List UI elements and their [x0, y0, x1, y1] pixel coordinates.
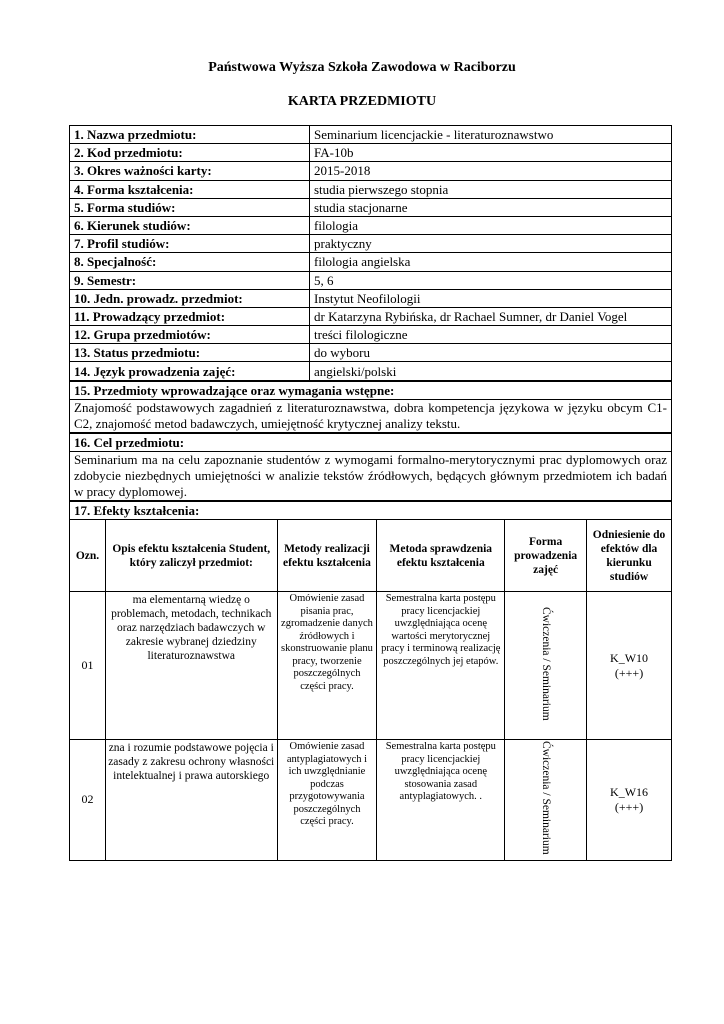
- col-header-form: Forma prowadzenia zajęć: [505, 520, 587, 592]
- field-value: dr Katarzyna Rybińska, dr Rachael Sumner, dr Daniel Vogel: [310, 307, 672, 325]
- field-row: [70, 216, 672, 234]
- field-label: 5. Forma studiów:: [70, 198, 310, 216]
- prereq-heading: 15. Przedmioty wprowadzające oraz wymagania wstępne:: [70, 381, 672, 400]
- goal-text: Seminarium ma na celu zapoznanie studentów z wymogami formalno-merytorycznymi prac dyplomowych oraz zdobycie niezbędnych umiejętności w analizie tekstów źródłowych, będących głównym przedmiotem ich badań w pracy dyplomowej.: [70, 452, 672, 502]
- field-label: 10. Jedn. prowadz. przedmiot:: [70, 289, 310, 307]
- col-header-description: Opis efektu kształcenia Student, który zaliczył przedmiot:: [105, 520, 277, 592]
- outcome-id: 01: [70, 592, 106, 740]
- field-label: 1. Nazwa przedmiotu:: [70, 126, 310, 144]
- field-value: Instytut Neofilologii: [310, 289, 672, 307]
- field-value: treści filologiczne: [310, 326, 672, 344]
- goal-heading-row: [70, 433, 672, 452]
- field-row: [70, 198, 672, 216]
- outcome-description: ma elementarną wiedzę o problemach, metodach, technikach oraz narzędziach badawczych w zakresie wybranej dziedziny literaturoznawstwa: [105, 592, 277, 740]
- col-header-methods: Metody realizacji efektu kształcenia: [277, 520, 377, 592]
- field-label: 7. Profil studiów:: [70, 235, 310, 253]
- outcome-verification: Semestralna karta postępu pracy licencjackiej uwzględniająca ocenę stosowania zasad antyplagiatowych. .: [377, 740, 505, 861]
- learning-outcomes-table: [69, 519, 672, 861]
- field-row: [70, 326, 672, 344]
- field-value: praktyczny: [310, 235, 672, 253]
- outcome-reference: [587, 592, 672, 740]
- outcome-form: [505, 592, 587, 740]
- outcome-methods: Omówienie zasad pisania prac, zgromadzenie danych źródłowych i skonstruowanie planu pracy, tworzenie poszczególnych części pracy.: [277, 592, 377, 740]
- outcome-methods: Omówienie zasad antyplagiatowych i ich uwzględnianie podczas przygotowywania poszczególnych części pracy.: [277, 740, 377, 861]
- field-row: [70, 144, 672, 162]
- col-header-verification: Metoda sprawdzenia efektu kształcenia: [377, 520, 505, 592]
- field-label: 12. Grupa przedmiotów:: [70, 326, 310, 344]
- outcome-form: [505, 740, 587, 861]
- field-row: [70, 180, 672, 198]
- field-label: 8. Specjalność:: [70, 253, 310, 271]
- field-label: 3. Okres ważności karty:: [70, 162, 310, 180]
- field-value: FA-10b: [310, 144, 672, 162]
- outcome-reference-level: (+++): [614, 799, 644, 814]
- field-value: 5, 6: [310, 271, 672, 289]
- prereq-text-row: [70, 399, 672, 433]
- field-value: filologia angielska: [310, 253, 672, 271]
- prereq-text: Znajomość podstawowych zagadnień z literaturoznawstwa, dobra kompetencja językowa w języku obcym C1-C2, znajomość metod badawczych, umiejętność krytycznej analizy tekstu.: [70, 399, 672, 433]
- field-value: studia pierwszego stopnia: [310, 180, 672, 198]
- field-row: [70, 289, 672, 307]
- field-row: [70, 344, 672, 362]
- course-info-table: [69, 125, 672, 520]
- goal-heading: 16. Cel przedmiotu:: [70, 433, 672, 452]
- outcome-description: zna i rozumie podstawowe pojęcia i zasady z zakresu ochrony własności intelektualnej i prawa autorskiego: [105, 740, 277, 861]
- field-value: do wyboru: [310, 344, 672, 362]
- outcome-verification: Semestralna karta postępu pracy licencjackiej uwzględniająca ocenę wartości merytorycznej pracy i terminową realizację poszczególnych jej etapów.: [377, 592, 505, 740]
- field-label: 2. Kod przedmiotu:: [70, 144, 310, 162]
- field-label: 6. Kierunek studiów:: [70, 216, 310, 234]
- field-label: 4. Forma kształcenia:: [70, 180, 310, 198]
- outcome-id: 02: [70, 740, 106, 861]
- outcomes-heading-row: [70, 501, 672, 520]
- field-value: 2015-2018: [310, 162, 672, 180]
- outcome-reference-code: K_W16: [610, 784, 649, 799]
- outcomes-header-row: [70, 520, 672, 592]
- field-value: filologia: [310, 216, 672, 234]
- field-row: [70, 162, 672, 180]
- outcome-row: [70, 592, 672, 740]
- field-label: 14. Język prowadzenia zajęć:: [70, 362, 310, 381]
- field-row: [70, 307, 672, 325]
- university-name: Państwowa Wyższa Szkoła Zawodowa w Raciborzu: [208, 60, 516, 75]
- col-header-id: Ozn.: [70, 520, 106, 592]
- field-row: [70, 126, 672, 144]
- field-row: [70, 362, 672, 381]
- field-value: angielski/polski: [310, 362, 672, 381]
- col-header-reference: Odniesienie do efektów dla kierunku studiów: [587, 520, 672, 592]
- field-label: 9. Semestr:: [70, 271, 310, 289]
- field-label: 13. Status przedmiotu:: [70, 344, 310, 362]
- field-value: studia stacjonarne: [310, 198, 672, 216]
- field-value: Seminarium licencjackie - literaturoznawstwo: [310, 126, 672, 144]
- outcome-form-label: Ćwiczenia / Seminarium: [540, 741, 553, 855]
- outcome-form-label: Ćwiczenia / Seminarium: [540, 606, 553, 721]
- outcome-reference-code: K_W10: [610, 650, 649, 665]
- field-row: [70, 271, 672, 289]
- field-label: 11. Prowadzący przedmiot:: [70, 307, 310, 325]
- document-title: KARTA PRZEDMIOTU: [287, 94, 437, 109]
- outcomes-heading: 17. Efekty kształcenia:: [70, 501, 672, 520]
- field-row: [70, 253, 672, 271]
- outcome-row: [70, 740, 672, 861]
- goal-text-row: [70, 452, 672, 502]
- field-row: [70, 235, 672, 253]
- prereq-heading-row: [70, 381, 672, 400]
- outcome-reference: [587, 740, 672, 861]
- outcome-reference-level: (+++): [614, 665, 644, 680]
